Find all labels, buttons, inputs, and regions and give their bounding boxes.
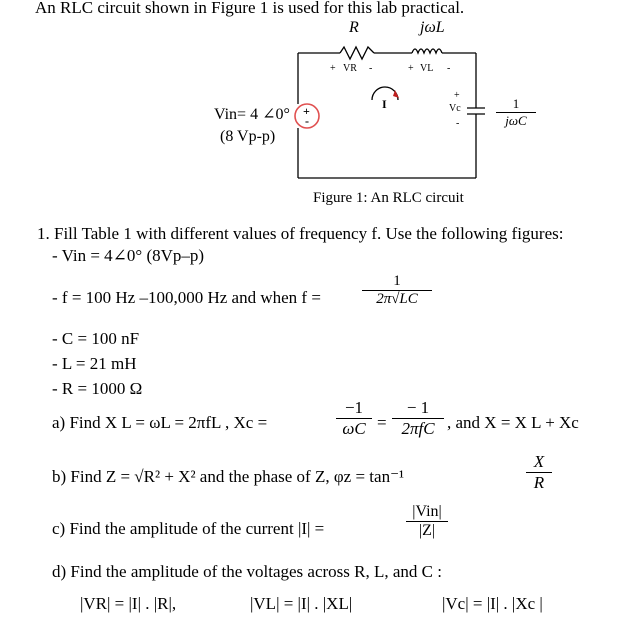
resonance-num: 1 [362,273,432,291]
phase-fraction [526,452,552,493]
vr-minus: - [369,63,373,74]
phase-num: X [526,452,552,473]
xc-den-1: ωC [342,419,366,438]
xc-num-1: −1 [336,398,372,419]
rlc-circuit-diagram [0,0,632,190]
step-a-prefix: a) Find X L = ωL = 2πfL , Xc = [52,413,268,432]
vr-amplitude: |VR| = |I| . |R|, [80,594,177,613]
vc-amplitude: |Vc| = |I| . |Xc | [442,594,543,613]
vin-label: Vin= 4 ∠0° [214,106,290,123]
step-a-equals: = [377,413,387,432]
step-b-text: b) Find Z = √R² + X² and the phase of Z, φz = tan⁻¹ [52,467,405,486]
cap-den: jωC [505,113,527,128]
xc-fraction-2 [392,398,444,439]
inductance-value: - L = 21 mH [52,354,137,373]
current-label: I [382,97,387,111]
vr-plus: + [330,63,336,74]
vin-pp-label: (8 Vp-p) [220,128,276,145]
step-c-text: c) Find the amplitude of the current |I| = [52,519,325,538]
resonance-fraction [362,273,432,308]
vl-plus: + [408,63,414,74]
xc-fraction-1 [336,398,372,439]
resistor-symbol [340,47,374,59]
vc-minus: - [456,118,460,129]
cap-num: 1 [496,96,536,113]
vin-value: - Vin = 4∠0° (8Vp–p) [52,246,205,265]
source-minus: - [305,114,309,128]
phase-den: R [533,473,545,492]
step-d-text: d) Find the amplitude of the voltages across R, L, and C : [52,562,442,581]
xc-den-2: 2πfC [401,419,435,438]
current-fraction [406,503,448,540]
step-a-suffix: , and X = X L + Xc [447,413,579,432]
resonance-den: 2π√LC [376,291,418,307]
vc-plus: + [454,90,460,101]
figure-caption: Figure 1: An RLC circuit [313,190,464,206]
task-line: 1. Fill Table 1 with different values of frequency f. Use the following figures: [37,224,564,243]
vl-minus: - [447,63,451,74]
capacitance-value: - C = 100 nF [52,329,140,348]
intro-text: An RLC circuit shown in Figure 1 is used for this lab practical. [35,0,465,17]
vl-amplitude: |VL| = |I| . |XL| [250,594,353,613]
freq-range: - f = 100 Hz –100,000 Hz and when f = [52,288,321,307]
resistance-value: - R = 1000 Ω [52,379,143,398]
xc-num-2: − 1 [392,398,444,419]
vc-label: Vc [449,103,461,114]
source-plus: + [303,104,310,118]
inductor-label: jωL [420,19,445,36]
resistor-label: R [349,19,359,36]
inductor-symbol [412,49,442,53]
current-num: |Vin| [406,503,448,522]
capacitor-impedance [496,96,536,129]
vr-label: VR [343,63,357,74]
current-den: |Z| [418,522,436,539]
vl-label: VL [420,63,434,74]
